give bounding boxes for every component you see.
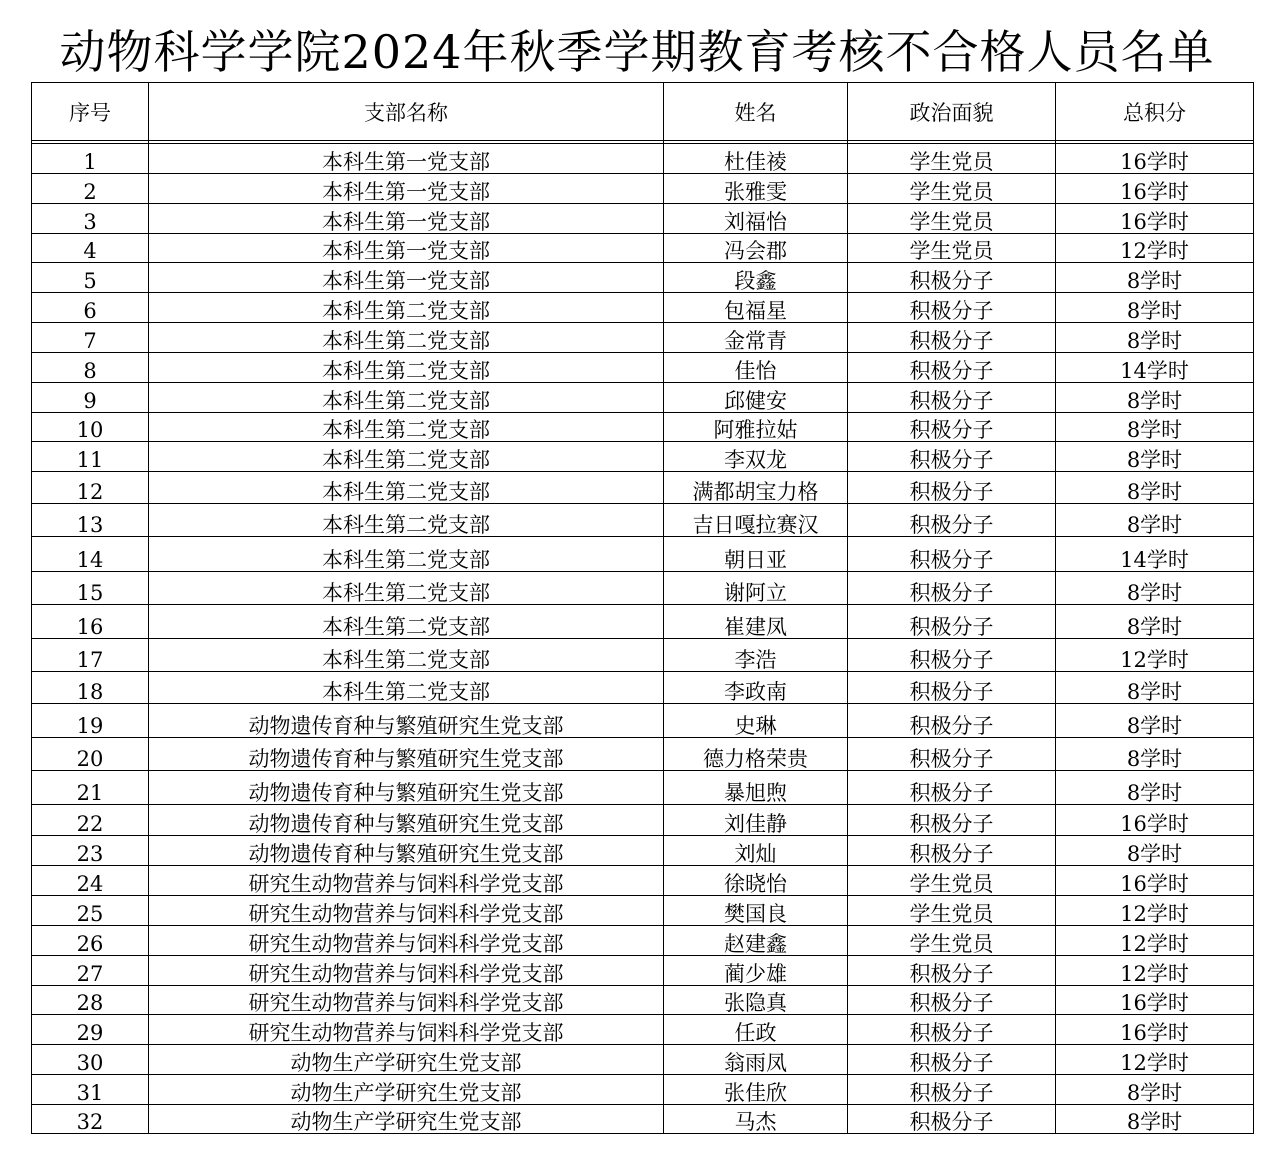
cell-no: 31	[32, 1075, 149, 1105]
cell-branch: 动物遗传育种与繁殖研究生党支部	[149, 738, 664, 771]
cell-name: 崔建凤	[664, 605, 848, 639]
cell-total-score: 8学时	[1056, 293, 1254, 323]
cell-political-status: 积极分子	[848, 1015, 1056, 1045]
table-row	[32, 413, 1254, 442]
cell-political-status: 学生党员	[848, 866, 1056, 896]
cell-total-score: 16学时	[1056, 805, 1254, 836]
cell-total-score: 8学时	[1056, 672, 1254, 704]
cell-name: 马杰	[664, 1105, 848, 1134]
cell-branch: 本科生第二党支部	[149, 413, 664, 442]
cell-branch: 研究生动物营养与饲料科学党支部	[149, 956, 664, 986]
cell-branch: 本科生第一党支部	[149, 144, 664, 174]
cell-total-score: 8学时	[1056, 383, 1254, 413]
table-row	[32, 1015, 1254, 1045]
cell-branch: 本科生第二党支部	[149, 353, 664, 383]
cell-total-score: 8学时	[1056, 413, 1254, 442]
cell-political-status: 积极分子	[848, 293, 1056, 323]
cell-political-status: 学生党员	[848, 174, 1056, 204]
cell-no: 28	[32, 986, 149, 1015]
cell-total-score: 16学时	[1056, 986, 1254, 1015]
cell-name: 满都胡宝力格	[664, 472, 848, 504]
cell-political-status: 积极分子	[848, 986, 1056, 1015]
cell-name: 樊国良	[664, 896, 848, 926]
cell-no: 7	[32, 323, 149, 353]
cell-branch: 本科生第二党支部	[149, 639, 664, 672]
cell-no: 16	[32, 605, 149, 639]
cell-political-status: 积极分子	[848, 836, 1056, 866]
cell-political-status: 积极分子	[848, 639, 1056, 672]
cell-no: 4	[32, 234, 149, 263]
cell-total-score: 8学时	[1056, 504, 1254, 537]
table-row	[32, 805, 1254, 836]
cell-total-score: 14学时	[1056, 353, 1254, 383]
table-row	[32, 836, 1254, 866]
cell-no: 1	[32, 144, 149, 174]
cell-political-status: 积极分子	[848, 323, 1056, 353]
table-row	[32, 537, 1254, 572]
table-row	[32, 263, 1254, 293]
cell-total-score: 16学时	[1056, 866, 1254, 896]
cell-total-score: 8学时	[1056, 472, 1254, 504]
cell-name: 吉日嘎拉赛汉	[664, 504, 848, 537]
cell-branch: 动物生产学研究生党支部	[149, 1105, 664, 1134]
cell-name: 刘福怡	[664, 204, 848, 234]
cell-name: 谢阿立	[664, 572, 848, 605]
cell-total-score: 12学时	[1056, 1045, 1254, 1075]
cell-branch: 研究生动物营养与饲料科学党支部	[149, 926, 664, 956]
cell-total-score: 8学时	[1056, 572, 1254, 605]
cell-branch: 研究生动物营养与饲料科学党支部	[149, 986, 664, 1015]
table-row	[32, 956, 1254, 986]
cell-total-score: 8学时	[1056, 836, 1254, 866]
cell-branch: 本科生第二党支部	[149, 537, 664, 572]
cell-branch: 动物生产学研究生党支部	[149, 1045, 664, 1075]
cell-political-status: 学生党员	[848, 234, 1056, 263]
cell-name: 佳怡	[664, 353, 848, 383]
cell-branch: 动物遗传育种与繁殖研究生党支部	[149, 704, 664, 738]
cell-no: 17	[32, 639, 149, 672]
cell-political-status: 积极分子	[848, 572, 1056, 605]
header-branch: 支部名称	[149, 83, 664, 141]
table-row	[32, 204, 1254, 234]
cell-branch: 本科生第二党支部	[149, 323, 664, 353]
cell-branch: 动物遗传育种与繁殖研究生党支部	[149, 836, 664, 866]
cell-name: 任政	[664, 1015, 848, 1045]
table-row	[32, 771, 1254, 805]
cell-no: 3	[32, 204, 149, 234]
cell-total-score: 8学时	[1056, 771, 1254, 805]
header-no: 序号	[32, 83, 149, 141]
cell-name: 邱健安	[664, 383, 848, 413]
roster-table	[31, 82, 1254, 1134]
cell-branch: 动物生产学研究生党支部	[149, 1075, 664, 1105]
cell-name: 阿雅拉姑	[664, 413, 848, 442]
cell-political-status: 学生党员	[848, 144, 1056, 174]
cell-no: 19	[32, 704, 149, 738]
cell-total-score: 12学时	[1056, 926, 1254, 956]
cell-branch: 本科生第一党支部	[149, 234, 664, 263]
cell-branch: 本科生第二党支部	[149, 293, 664, 323]
cell-branch: 本科生第二党支部	[149, 605, 664, 639]
cell-political-status: 积极分子	[848, 672, 1056, 704]
cell-total-score: 12学时	[1056, 956, 1254, 986]
table-row	[32, 442, 1254, 472]
cell-name: 张雅雯	[664, 174, 848, 204]
cell-branch: 动物遗传育种与繁殖研究生党支部	[149, 805, 664, 836]
cell-no: 12	[32, 472, 149, 504]
cell-branch: 本科生第一党支部	[149, 204, 664, 234]
cell-no: 22	[32, 805, 149, 836]
cell-no: 30	[32, 1045, 149, 1075]
cell-political-status: 积极分子	[848, 771, 1056, 805]
cell-no: 15	[32, 572, 149, 605]
cell-name: 暴旭煦	[664, 771, 848, 805]
cell-name: 德力格荣贵	[664, 738, 848, 771]
cell-name: 包福星	[664, 293, 848, 323]
cell-political-status: 积极分子	[848, 805, 1056, 836]
cell-name: 李政南	[664, 672, 848, 704]
cell-political-status: 积极分子	[848, 738, 1056, 771]
cell-branch: 研究生动物营养与饲料科学党支部	[149, 1015, 664, 1045]
cell-political-status: 积极分子	[848, 413, 1056, 442]
cell-total-score: 8学时	[1056, 442, 1254, 472]
cell-no: 29	[32, 1015, 149, 1045]
cell-branch: 本科生第二党支部	[149, 472, 664, 504]
table-row	[32, 639, 1254, 672]
cell-branch: 本科生第一党支部	[149, 174, 664, 204]
cell-no: 24	[32, 866, 149, 896]
cell-name: 蔺少雄	[664, 956, 848, 986]
cell-name: 史琳	[664, 704, 848, 738]
cell-no: 5	[32, 263, 149, 293]
cell-name: 段鑫	[664, 263, 848, 293]
table-row	[32, 1075, 1254, 1105]
cell-name: 翁雨凤	[664, 1045, 848, 1075]
table-row	[32, 234, 1254, 263]
cell-no: 27	[32, 956, 149, 986]
cell-political-status: 积极分子	[848, 353, 1056, 383]
cell-total-score: 12学时	[1056, 234, 1254, 263]
cell-no: 11	[32, 442, 149, 472]
cell-political-status: 学生党员	[848, 204, 1056, 234]
header-political-status: 政治面貌	[848, 83, 1056, 141]
cell-total-score: 8学时	[1056, 1075, 1254, 1105]
cell-branch: 本科生第二党支部	[149, 572, 664, 605]
cell-name: 朝日亚	[664, 537, 848, 572]
document-title: 动物科学学院2024年秋季学期教育考核不合格人员名单	[59, 25, 1215, 79]
table-row	[32, 293, 1254, 323]
table-row	[32, 1045, 1254, 1075]
cell-political-status: 学生党员	[848, 926, 1056, 956]
table-row	[32, 504, 1254, 537]
cell-branch: 本科生第二党支部	[149, 383, 664, 413]
table-row	[32, 174, 1254, 204]
cell-no: 2	[32, 174, 149, 204]
cell-name: 刘灿	[664, 836, 848, 866]
cell-no: 32	[32, 1105, 149, 1134]
cell-no: 23	[32, 836, 149, 866]
header-name: 姓名	[664, 83, 848, 141]
cell-total-score: 8学时	[1056, 323, 1254, 353]
cell-total-score: 8学时	[1056, 738, 1254, 771]
cell-no: 14	[32, 537, 149, 572]
cell-name: 赵建鑫	[664, 926, 848, 956]
cell-name: 冯会郡	[664, 234, 848, 263]
cell-political-status: 积极分子	[848, 1105, 1056, 1134]
cell-political-status: 积极分子	[848, 605, 1056, 639]
table-row	[32, 605, 1254, 639]
cell-no: 8	[32, 353, 149, 383]
table-row	[32, 323, 1254, 353]
table-row	[32, 144, 1254, 174]
table-row	[32, 704, 1254, 738]
cell-total-score: 8学时	[1056, 1105, 1254, 1134]
cell-no: 6	[32, 293, 149, 323]
cell-total-score: 14学时	[1056, 537, 1254, 572]
cell-name: 李双龙	[664, 442, 848, 472]
cell-total-score: 8学时	[1056, 605, 1254, 639]
cell-name: 张隐真	[664, 986, 848, 1015]
cell-political-status: 积极分子	[848, 383, 1056, 413]
table-body	[32, 141, 1254, 1134]
cell-branch: 本科生第二党支部	[149, 672, 664, 704]
cell-total-score: 16学时	[1056, 1015, 1254, 1045]
cell-total-score: 8学时	[1056, 263, 1254, 293]
table-row	[32, 672, 1254, 704]
cell-no: 9	[32, 383, 149, 413]
cell-name: 张佳欣	[664, 1075, 848, 1105]
cell-name: 李浩	[664, 639, 848, 672]
table-row	[32, 572, 1254, 605]
cell-total-score: 12学时	[1056, 896, 1254, 926]
cell-branch: 研究生动物营养与饲料科学党支部	[149, 896, 664, 926]
cell-political-status: 积极分子	[848, 504, 1056, 537]
cell-no: 20	[32, 738, 149, 771]
cell-political-status: 积极分子	[848, 1075, 1056, 1105]
table-row	[32, 472, 1254, 504]
cell-no: 26	[32, 926, 149, 956]
cell-no: 25	[32, 896, 149, 926]
cell-branch: 本科生第二党支部	[149, 504, 664, 537]
table-row	[32, 896, 1254, 926]
table-row	[32, 383, 1254, 413]
cell-total-score: 16学时	[1056, 174, 1254, 204]
cell-total-score: 16学时	[1056, 144, 1254, 174]
cell-no: 10	[32, 413, 149, 442]
table-header-row	[32, 83, 1254, 141]
cell-no: 18	[32, 672, 149, 704]
table-row	[32, 986, 1254, 1015]
header-total-score: 总积分	[1056, 83, 1254, 141]
cell-political-status: 积极分子	[848, 1045, 1056, 1075]
cell-no: 21	[32, 771, 149, 805]
cell-name: 徐晓怡	[664, 866, 848, 896]
cell-branch: 本科生第二党支部	[149, 442, 664, 472]
table-row	[32, 1105, 1254, 1134]
cell-total-score: 12学时	[1056, 639, 1254, 672]
table-row	[32, 866, 1254, 896]
cell-political-status: 积极分子	[848, 704, 1056, 738]
table-row	[32, 738, 1254, 771]
cell-political-status: 积极分子	[848, 537, 1056, 572]
cell-total-score: 8学时	[1056, 704, 1254, 738]
cell-political-status: 积极分子	[848, 956, 1056, 986]
cell-political-status: 积极分子	[848, 263, 1056, 293]
cell-branch: 动物遗传育种与繁殖研究生党支部	[149, 771, 664, 805]
cell-political-status: 学生党员	[848, 896, 1056, 926]
table-row	[32, 926, 1254, 956]
cell-name: 杜佳祾	[664, 144, 848, 174]
table-row	[32, 353, 1254, 383]
cell-branch: 研究生动物营养与饲料科学党支部	[149, 866, 664, 896]
cell-political-status: 积极分子	[848, 442, 1056, 472]
cell-political-status: 积极分子	[848, 472, 1056, 504]
cell-name: 金常青	[664, 323, 848, 353]
cell-no: 13	[32, 504, 149, 537]
cell-total-score: 16学时	[1056, 204, 1254, 234]
cell-name: 刘佳静	[664, 805, 848, 836]
cell-branch: 本科生第一党支部	[149, 263, 664, 293]
